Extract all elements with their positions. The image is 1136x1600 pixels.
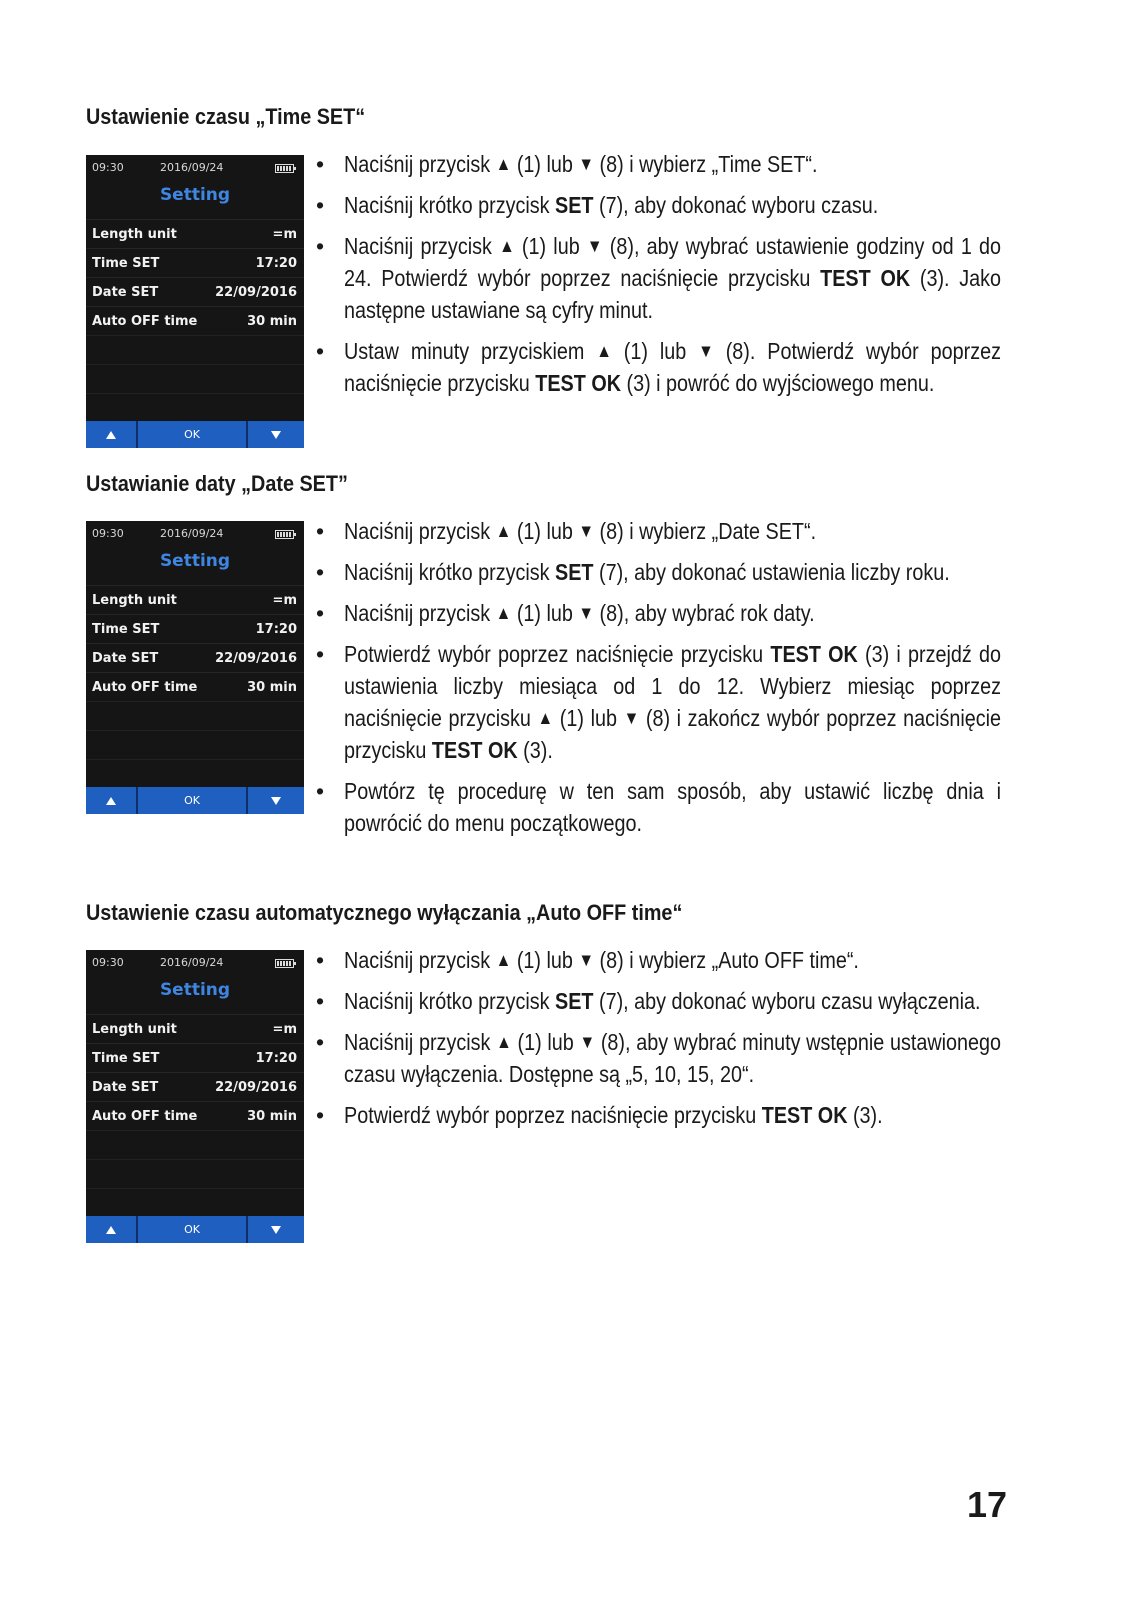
down-softkey[interactable] <box>248 1216 304 1243</box>
section-title-time-set: Ustawienie czasu „Time SET“ <box>86 104 366 129</box>
bullet-item <box>310 775 1000 839</box>
bullet-item <box>310 515 1000 547</box>
bullet-item <box>310 556 1000 588</box>
text-run: (8) i zakończ wybór poprzez naciśnięcie przycisku <box>344 705 1002 763</box>
text-run: Naciśnij przycisk <box>344 1029 497 1055</box>
bullet-text <box>344 230 1001 326</box>
text-run: (1) lub <box>611 338 699 364</box>
text-run: (8) i wybierz „Date SET“. <box>594 518 817 544</box>
text-run: Naciśnij przycisk <box>344 600 496 626</box>
down-arrow-icon: ▼ <box>698 340 714 361</box>
bullet-text <box>344 148 1001 180</box>
bullet-text <box>344 335 1001 399</box>
bullet-list-date-set <box>310 515 1000 848</box>
down-softkey[interactable] <box>248 787 304 814</box>
text-run: Naciśnij przycisk <box>344 518 496 544</box>
text-run: (8). Potwierdź wybór poprzez naciśnięcie przycisku <box>344 338 1002 396</box>
battery-icon <box>275 164 294 173</box>
setting-label: Length unit <box>92 1022 177 1037</box>
text-run: Powtórz tę procedurę w ten sam sposób, aby ustawić liczbę dnia i powrócić do menu początkowego. <box>344 778 1002 836</box>
setting-row <box>86 1043 304 1073</box>
setting-label: Date SET <box>92 1080 159 1095</box>
text-run: Naciśnij krótko przycisk <box>344 988 556 1014</box>
device-screen-time-set <box>86 155 304 448</box>
setting-value: 30 min <box>247 1109 297 1124</box>
bullet-text <box>344 515 1001 547</box>
setting-label: Time SET <box>92 622 160 637</box>
text-run: (3). <box>847 1102 883 1128</box>
setting-row <box>86 277 304 307</box>
status-date: 2016/09/24 <box>160 527 224 540</box>
empty-row <box>86 393 304 423</box>
text-run: (7), aby dokonać wyboru czasu. <box>593 192 879 218</box>
text-run: Potwierdź wybór poprzez naciśnięcie przycisku <box>344 1102 762 1128</box>
text-run: (1) lub <box>553 705 624 731</box>
status-time: 09:30 <box>92 527 124 540</box>
down-arrow-icon <box>271 1226 281 1234</box>
up-arrow-icon: ▲ <box>496 1031 512 1052</box>
empty-row <box>86 1188 304 1218</box>
text-run: (8) i wybierz „Time SET“. <box>594 151 818 177</box>
section-title-date-set: Ustawianie daty „Date SET” <box>86 471 348 496</box>
bold-term: TEST OK <box>770 641 858 667</box>
down-arrow-icon: ▼ <box>578 602 595 623</box>
battery-icon <box>275 959 294 968</box>
status-bar <box>86 521 304 545</box>
text-run: Naciśnij przycisk <box>344 233 500 259</box>
setting-value: =m <box>272 227 297 242</box>
bullet-text <box>344 556 1001 588</box>
bullet-item <box>310 944 1000 976</box>
text-run: (8) i wybierz „Auto OFF time“. <box>594 947 859 973</box>
status-date: 2016/09/24 <box>160 161 224 174</box>
setting-value: 22/09/2016 <box>215 1080 297 1095</box>
page-number: 17 <box>967 1484 1008 1525</box>
bullet-list-auto-off <box>310 944 1000 1140</box>
bullet-text <box>344 638 1001 766</box>
text-run: (8), aby wybrać minuty wstępnie ustawionego czasu wyłączenia. Dostępne są „5, 10, 15, 20“. <box>344 1029 1002 1087</box>
text-run: (1) lub <box>511 600 579 626</box>
down-arrow-icon <box>271 797 281 805</box>
setting-value: 17:20 <box>255 256 297 271</box>
ok-softkey[interactable]: OK <box>138 1216 248 1243</box>
device-screen-date-set <box>86 521 304 814</box>
down-arrow-icon <box>271 431 281 439</box>
up-softkey[interactable] <box>86 1216 138 1243</box>
setting-label: Length unit <box>92 593 177 608</box>
bullet-item <box>310 148 1000 180</box>
empty-row <box>86 701 304 731</box>
up-arrow-icon: ▲ <box>596 340 612 361</box>
device-screen-auto-off <box>86 950 304 1243</box>
bullet-list-time-set <box>310 148 1000 408</box>
setting-label: Time SET <box>92 1051 160 1066</box>
empty-row <box>86 730 304 760</box>
status-bar <box>86 950 304 974</box>
text-run: (3). <box>517 737 553 763</box>
empty-row <box>86 1159 304 1189</box>
setting-value: 22/09/2016 <box>215 651 297 666</box>
softkey-bar <box>86 1216 304 1243</box>
softkey-bar <box>86 787 304 814</box>
text-run: (1) lub <box>511 947 579 973</box>
screen-title: Setting <box>159 185 231 205</box>
bold-term: TEST OK <box>535 370 622 396</box>
section-title-auto-off-time: Ustawienie czasu automatycznego wyłączania „Auto OFF time“ <box>86 900 683 925</box>
setting-label: Date SET <box>92 285 159 300</box>
text-run: (1) lub <box>511 518 579 544</box>
setting-value: =m <box>272 593 297 608</box>
up-arrow-icon: ▲ <box>537 707 554 728</box>
up-arrow-icon: ▲ <box>495 949 512 970</box>
text-run: Naciśnij krótko przycisk <box>344 559 556 585</box>
up-arrow-icon: ▲ <box>495 602 512 623</box>
setting-row <box>86 248 304 278</box>
up-arrow-icon <box>106 431 116 439</box>
up-softkey[interactable] <box>86 421 138 448</box>
text-run: Naciśnij krótko przycisk <box>344 192 556 218</box>
bullet-item <box>310 230 1000 326</box>
text-run: (8), aby wybrać rok daty. <box>594 600 815 626</box>
setting-row <box>86 306 304 336</box>
setting-row <box>86 672 304 702</box>
setting-label: Auto OFF time <box>92 680 198 695</box>
status-date: 2016/09/24 <box>160 956 224 969</box>
bold-term: SET <box>555 988 594 1014</box>
bullet-text <box>344 985 1001 1017</box>
up-arrow-icon: ▲ <box>495 153 512 174</box>
text-run: (3). Jako następne ustawiane są cyfry minut. <box>344 265 1002 323</box>
bold-term: TEST OK <box>431 737 518 763</box>
text-run: Ustaw minuty przyciskiem <box>344 338 597 364</box>
text-run: (1) lub <box>514 233 587 259</box>
text-run: Potwierdź wybór poprzez naciśnięcie przycisku <box>344 641 771 667</box>
text-run: (3) i powróć do wyjściowego menu. <box>621 370 935 396</box>
text-run: (8), aby wybrać ustawienie godziny od 1 do 24. Potwierdź wybór poprzez naciśnięcie przycisku <box>344 233 1002 291</box>
setting-label: Date SET <box>92 651 159 666</box>
bullet-item <box>310 597 1000 629</box>
bullet-item <box>310 985 1000 1017</box>
bullet-item <box>310 1026 1000 1090</box>
text-run: (1) lub <box>511 1029 580 1055</box>
text-run: Naciśnij przycisk <box>344 947 496 973</box>
setting-value: 30 min <box>247 314 297 329</box>
bold-term: SET <box>555 559 594 585</box>
down-arrow-icon: ▼ <box>623 707 640 728</box>
softkey-bar <box>86 421 304 448</box>
screen-title: Setting <box>159 551 231 571</box>
down-arrow-icon: ▼ <box>586 235 603 256</box>
text-run: (7), aby dokonać ustawienia liczby roku. <box>593 559 950 585</box>
setting-row <box>86 614 304 644</box>
empty-row <box>86 335 304 365</box>
setting-row <box>86 1014 304 1044</box>
bold-term: TEST OK <box>820 265 911 291</box>
setting-value: 17:20 <box>255 622 297 637</box>
down-arrow-icon: ▼ <box>579 1031 596 1052</box>
bullet-text <box>344 1099 1001 1131</box>
screen-title: Setting <box>159 980 231 1000</box>
down-softkey[interactable] <box>248 421 304 448</box>
ok-softkey[interactable]: OK <box>138 787 248 814</box>
setting-value: 30 min <box>247 680 297 695</box>
ok-softkey[interactable]: OK <box>138 421 248 448</box>
text-run: (7), aby dokonać wyboru czasu wyłączenia. <box>593 988 981 1014</box>
up-softkey[interactable] <box>86 787 138 814</box>
text-run: Naciśnij przycisk <box>344 151 496 177</box>
status-bar <box>86 155 304 179</box>
bullet-item <box>310 638 1000 766</box>
bullet-text <box>344 775 1001 839</box>
down-arrow-icon: ▼ <box>578 949 595 970</box>
bold-term: TEST OK <box>761 1102 848 1128</box>
setting-value: 22/09/2016 <box>215 285 297 300</box>
setting-label: Length unit <box>92 227 177 242</box>
bullet-item <box>310 335 1000 399</box>
bullet-text <box>344 597 1001 629</box>
up-arrow-icon <box>106 1226 116 1234</box>
setting-label: Time SET <box>92 256 160 271</box>
setting-label: Auto OFF time <box>92 314 198 329</box>
empty-row <box>86 759 304 789</box>
bullet-item <box>310 189 1000 221</box>
up-arrow-icon: ▲ <box>499 235 515 256</box>
text-run: (1) lub <box>511 151 579 177</box>
empty-row <box>86 364 304 394</box>
up-arrow-icon: ▲ <box>495 520 512 541</box>
setting-row <box>86 219 304 249</box>
status-time: 09:30 <box>92 956 124 969</box>
bold-term: SET <box>555 192 594 218</box>
setting-value: 17:20 <box>255 1051 297 1066</box>
up-arrow-icon <box>106 797 116 805</box>
setting-row <box>86 1101 304 1131</box>
bullet-text <box>344 1026 1001 1090</box>
setting-row <box>86 643 304 673</box>
setting-row <box>86 1072 304 1102</box>
down-arrow-icon: ▼ <box>578 153 595 174</box>
bullet-text <box>344 189 1001 221</box>
setting-value: =m <box>272 1022 297 1037</box>
setting-label: Auto OFF time <box>92 1109 198 1124</box>
down-arrow-icon: ▼ <box>578 520 595 541</box>
text-run: (3) i przejdź do ustawienia liczby miesiąca od 1 do 12. Wybierz miesiąc poprzez naciśnięcie przycisku <box>344 641 1002 731</box>
bullet-text <box>344 944 1001 976</box>
bullet-item <box>310 1099 1000 1131</box>
setting-row <box>86 585 304 615</box>
status-time: 09:30 <box>92 161 124 174</box>
battery-icon <box>275 530 294 539</box>
empty-row <box>86 1130 304 1160</box>
